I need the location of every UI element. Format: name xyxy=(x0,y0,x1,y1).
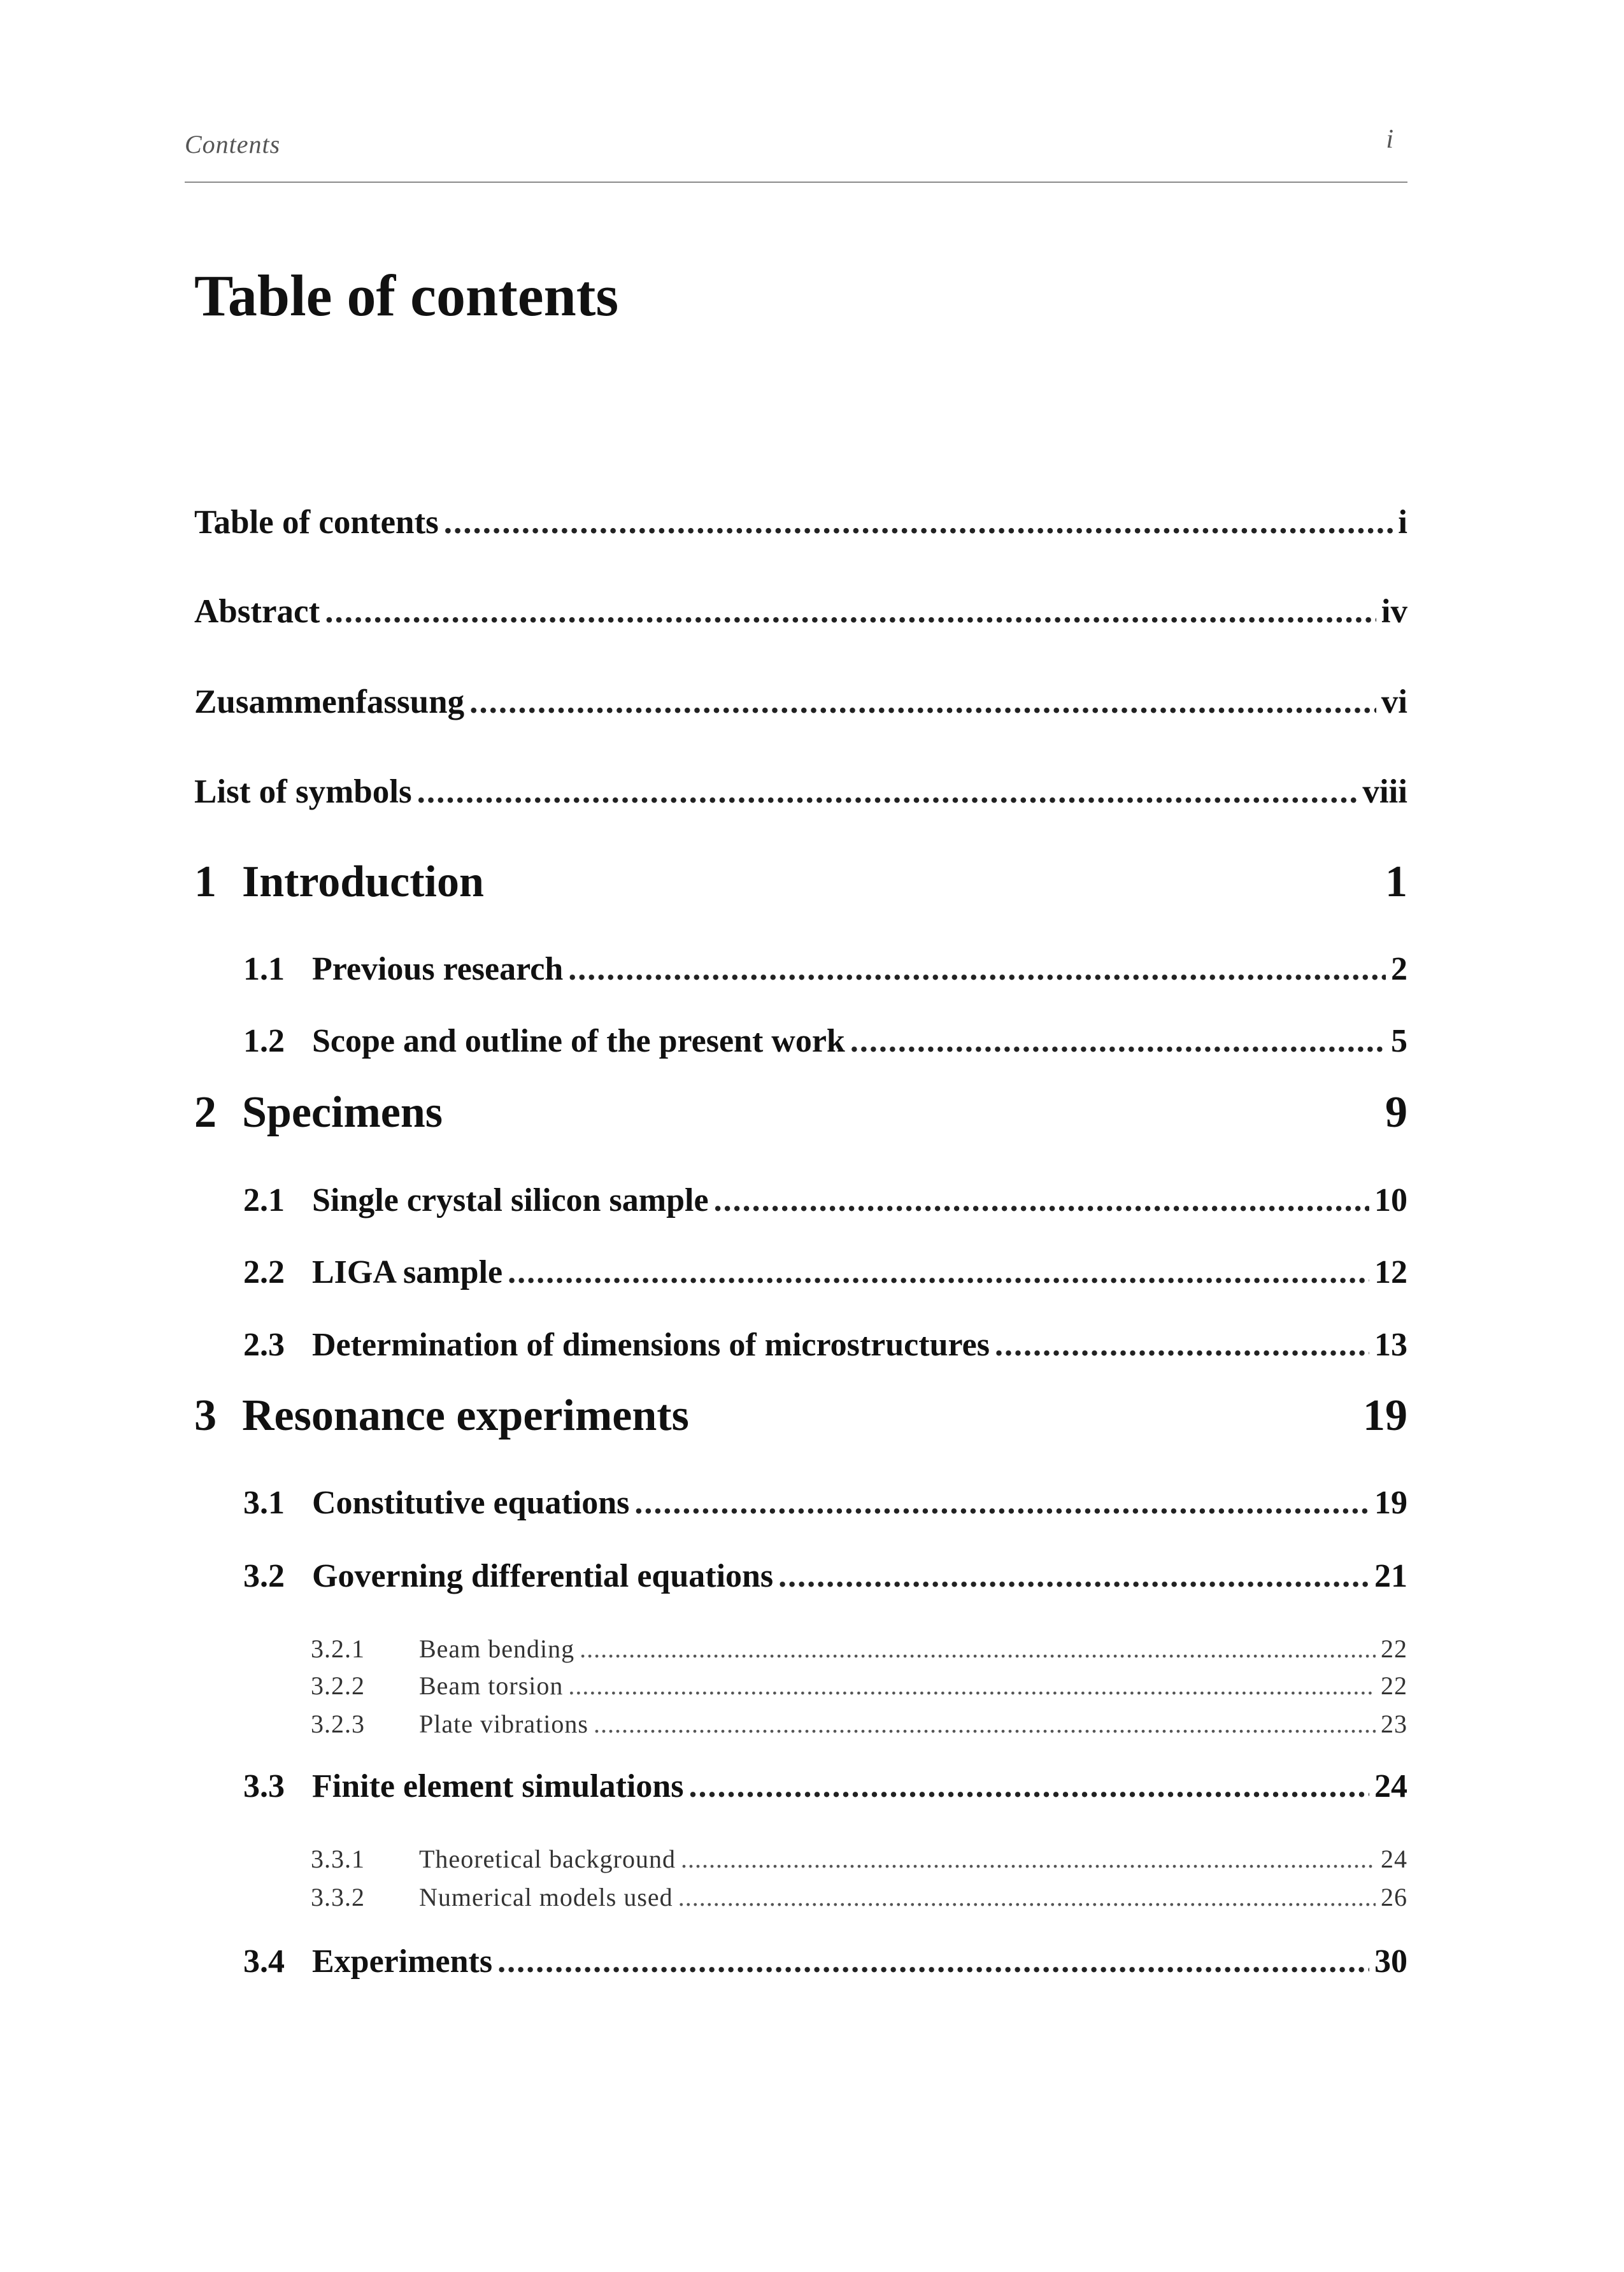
running-header xyxy=(185,124,1407,183)
section-page: 30 xyxy=(1374,1943,1407,1980)
toc-subsection-3-3-1[interactable] xyxy=(311,1844,1407,1874)
dot-leader xyxy=(568,950,1386,988)
running-page-number: i xyxy=(1386,125,1393,154)
subsection-number: 3.2.3 xyxy=(311,1710,365,1738)
toc-entry-title: Abstract xyxy=(194,593,320,630)
section-page: 5 xyxy=(1391,1023,1407,1059)
toc-entry-title: Zusammenfassung xyxy=(194,683,465,720)
section-number: 3.2 xyxy=(243,1558,285,1594)
dot-leader xyxy=(594,1709,1376,1739)
section-number: 2.1 xyxy=(243,1182,285,1218)
chapter-number: 2 xyxy=(194,1088,217,1137)
dot-leader xyxy=(689,1768,1369,1805)
section-title: Previous research xyxy=(312,951,564,987)
toc-section-3-1[interactable] xyxy=(243,1484,1407,1522)
section-page: 10 xyxy=(1374,1182,1407,1218)
toc-entry-title: Table of contents xyxy=(194,504,439,541)
section-number: 1.2 xyxy=(243,1023,285,1059)
toc-entry-table-of-contents[interactable] xyxy=(194,503,1407,541)
dot-leader xyxy=(778,1557,1369,1595)
toc-section-1-2[interactable] xyxy=(243,1022,1407,1060)
section-number: 1.1 xyxy=(243,951,285,987)
subsection-number: 3.2.1 xyxy=(311,1634,365,1663)
chapter-page: 9 xyxy=(1385,1088,1407,1137)
dot-leader xyxy=(850,1022,1386,1060)
toc-entry-zusammenfassung[interactable] xyxy=(194,683,1407,721)
toc-section-3-2[interactable] xyxy=(243,1557,1407,1595)
toc-entry-list-of-symbols[interactable] xyxy=(194,773,1407,811)
dot-leader xyxy=(678,1882,1376,1912)
section-title: Determination of dimensions of microstructures xyxy=(312,1327,990,1363)
chapter-page: 1 xyxy=(1385,857,1407,906)
chapter-number: 3 xyxy=(194,1391,217,1440)
toc-entry-abstract[interactable] xyxy=(194,592,1407,631)
section-number: 3.4 xyxy=(243,1943,285,1980)
toc-entry-page: vi xyxy=(1381,683,1407,720)
section-page: 24 xyxy=(1374,1768,1407,1804)
section-page: 12 xyxy=(1374,1254,1407,1290)
chapter-page: 19 xyxy=(1363,1391,1407,1440)
section-number: 3.1 xyxy=(243,1485,285,1521)
toc-entry-page: viii xyxy=(1362,773,1407,810)
subsection-title: Beam torsion xyxy=(419,1671,564,1700)
toc-section-3-3[interactable] xyxy=(243,1768,1407,1805)
toc-chapter-introduction[interactable] xyxy=(194,857,1407,908)
subsection-number: 3.3.1 xyxy=(311,1845,365,1873)
section-number: 3.3 xyxy=(243,1768,285,1804)
toc-section-2-1[interactable] xyxy=(243,1182,1407,1219)
chapter-title: Introduction xyxy=(242,857,484,906)
section-title: Scope and outline of the present work xyxy=(312,1023,845,1059)
toc-subsection-3-3-2[interactable] xyxy=(311,1882,1407,1912)
toc-entry-page: iv xyxy=(1381,593,1407,630)
subsection-page: 26 xyxy=(1381,1883,1407,1911)
subsection-number: 3.2.2 xyxy=(311,1671,365,1700)
subsection-page: 22 xyxy=(1381,1634,1407,1663)
toc-entry-title: List of symbols xyxy=(194,773,412,810)
running-title: Contents xyxy=(185,130,281,159)
dot-leader xyxy=(580,1634,1376,1664)
dot-leader xyxy=(714,1182,1369,1219)
section-page: 2 xyxy=(1391,951,1407,987)
chapter-title: Specimens xyxy=(242,1088,443,1137)
toc-chapter-specimens[interactable] xyxy=(194,1087,1407,1138)
chapter-title: Resonance experiments xyxy=(242,1391,689,1440)
toc-chapter-resonance-experiments[interactable] xyxy=(194,1390,1407,1441)
section-title: LIGA sample xyxy=(312,1254,503,1290)
toc-subsection-3-2-2[interactable] xyxy=(311,1671,1407,1701)
section-title: Finite element simulations xyxy=(312,1768,684,1804)
toc-section-1-1[interactable] xyxy=(243,950,1407,988)
subsection-page: 23 xyxy=(1381,1710,1407,1738)
dot-leader xyxy=(634,1484,1369,1522)
toc-section-3-4[interactable] xyxy=(243,1943,1407,1980)
section-title: Governing differential equations xyxy=(312,1558,774,1594)
toc-subsection-3-2-1[interactable] xyxy=(311,1634,1407,1664)
section-page: 21 xyxy=(1374,1558,1407,1594)
section-number: 2.2 xyxy=(243,1254,285,1290)
subsection-title: Beam bending xyxy=(419,1634,575,1663)
section-page: 19 xyxy=(1374,1485,1407,1521)
dot-leader xyxy=(568,1671,1376,1701)
toc-entry-page: i xyxy=(1398,504,1407,541)
dot-leader xyxy=(444,503,1393,541)
subsection-number: 3.3.2 xyxy=(311,1883,365,1911)
subsection-title: Theoretical background xyxy=(419,1845,676,1873)
dot-leader xyxy=(469,683,1376,721)
dot-leader xyxy=(497,1943,1369,1980)
page-title: Table of contents xyxy=(194,263,619,328)
section-number: 2.3 xyxy=(243,1327,285,1363)
subsection-title: Plate vibrations xyxy=(419,1710,588,1738)
dot-leader xyxy=(995,1326,1369,1364)
dot-leader xyxy=(417,773,1358,811)
dot-leader xyxy=(325,592,1376,631)
toc-subsection-3-2-3[interactable] xyxy=(311,1709,1407,1739)
section-title: Experiments xyxy=(312,1943,493,1980)
subsection-page: 24 xyxy=(1381,1845,1407,1873)
dot-leader xyxy=(508,1254,1369,1291)
toc-section-2-3[interactable] xyxy=(243,1326,1407,1364)
subsection-title: Numerical models used xyxy=(419,1883,673,1911)
chapter-number: 1 xyxy=(194,857,217,906)
section-title: Constitutive equations xyxy=(312,1485,630,1521)
subsection-page: 22 xyxy=(1381,1671,1407,1700)
section-page: 13 xyxy=(1374,1327,1407,1363)
dot-leader xyxy=(681,1844,1376,1874)
section-title: Single crystal silicon sample xyxy=(312,1182,709,1218)
toc-section-2-2[interactable] xyxy=(243,1254,1407,1291)
